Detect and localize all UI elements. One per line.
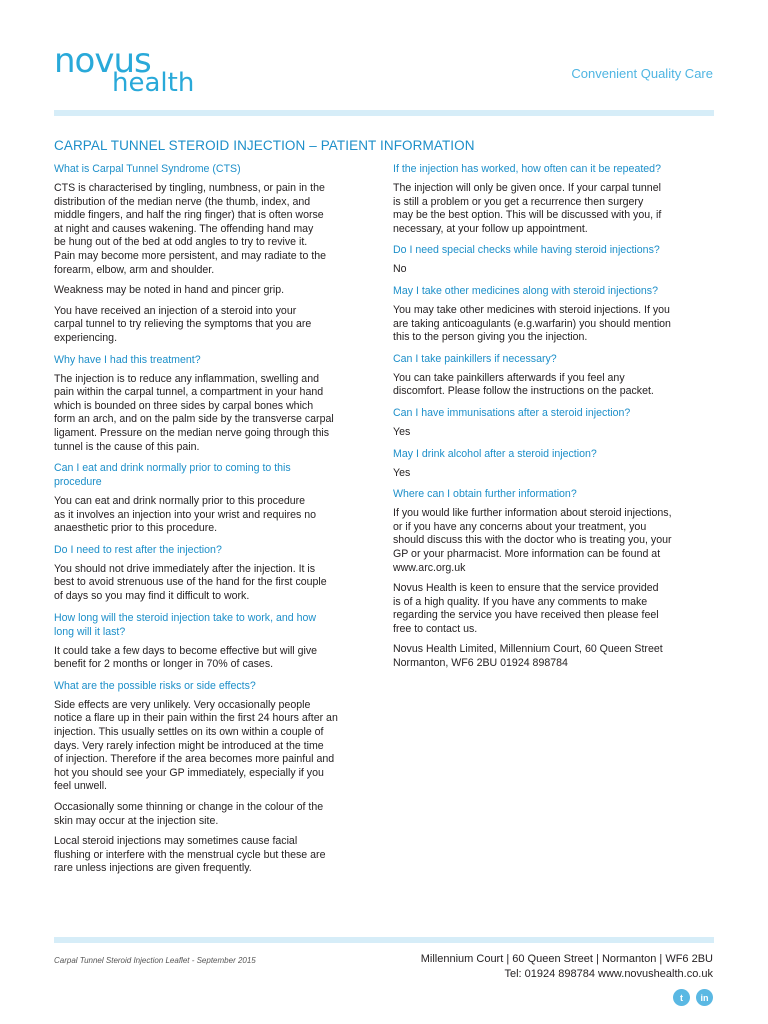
footer-contact (421, 952, 713, 982)
header-divider (54, 110, 714, 116)
body-paragraph: You should not drive immediately after the injection. It is best to avoid strenuous use of the hand for the first couple of days so you may find it difficult to work. (54, 562, 327, 603)
document-title: CARPAL TUNNEL STEROID INJECTION – PATIENT INFORMATION (54, 138, 475, 153)
body-paragraph: Yes (393, 425, 411, 438)
body-paragraph: The injection is to reduce any inflammation, swelling and pain within the carpal tunnel, a compartment in your hand which is bounded on three sides by carpal bones which form an arch, and on the palm side by the transverse carpal ligament. Pressure on the median nerve going through this tunnel is the cause of this pain. (54, 372, 334, 453)
body-paragraph: The injection will only be given once. If your carpal tunnel is still a problem or you get a recurrence then surgery may be the best option. This will be discussed with you, if necessary, at your follow up appointment. (393, 182, 662, 235)
section-heading: Where can I obtain further information? (393, 488, 577, 501)
body-paragraph: Weakness may be noted in hand and pincer grip. (54, 284, 285, 297)
body-paragraph: You have received an injection of a steroid into your carpal tunnel to try relieving the symptoms that you are experiencing. (54, 304, 312, 344)
section-heading: Why have I had this treatment? (54, 353, 201, 366)
linkedin-icon[interactable]: in (696, 989, 713, 1006)
section-heading: Can I have immunisations after a steroid injection? (393, 406, 631, 419)
twitter-icon[interactable]: t (673, 989, 690, 1006)
body-paragraph: CTS is characterised by tingling, numbness, or pain in the distribution of the median nerve (the thumb, index, and middle fingers, and half the ring finger) that is often worse at night and causes wakening. The offending hand may be hung out of the bed at odd angles to try to revive it. Pain may become more persistent, and may radiate to the forearm, elbow, arm and shoulder. (54, 182, 327, 276)
footer-address: Millennium Court | 60 Queen Street | Normanton | WF6 2BU (420, 953, 713, 965)
body-paragraph: Novus Health is keen to ensure that the service provided is of a high quality. If you have any comments to make regarding the service you have received then please feel free to contact us. (393, 582, 659, 635)
body-paragraph: Occasionally some thinning or change in the colour of the skin may occur at the injection site. (54, 801, 324, 827)
footer-divider (54, 937, 714, 943)
body-paragraph: Yes (393, 466, 411, 479)
section-heading: Do I need special checks while having steroid injections? (393, 244, 660, 257)
body-paragraph: You can eat and drink normally prior to this procedure as it involves an injection into your wrist and requires no anaesthetic prior to this procedure. (54, 495, 317, 535)
section-heading: May I take other medicines along with steroid injections? (393, 284, 658, 297)
right-column (393, 162, 718, 678)
body-paragraph: You can take painkillers afterwards if you feel any discomfort. Please follow the instructions on the packet. (393, 371, 654, 398)
leaflet-reference: Carpal Tunnel Steroid Injection Leaflet - September 2015 (54, 956, 256, 965)
social-links (673, 989, 713, 1006)
section-heading: What is Carpal Tunnel Syndrome (CTS) (54, 163, 241, 175)
body-paragraph: Novus Health Limited, Millennium Court, 60 Queen Street Normanton, WF6 2BU 01924 898784 (393, 643, 663, 670)
body-paragraph: Side effects are very unlikely. Very occasionally people notice a flare up in their pain within the first 24 hours after an injection. This usually settles on its own within a couple of days. Very rarely infection might be introduced at the time of injection. Therefore if the area becomes more painful and hot you should see your GP immediately, especially if you feel unwell. (54, 698, 338, 793)
section-heading: May I drink alcohol after a steroid injection? (393, 447, 597, 460)
section-heading: What are the possible risks or side effects? (54, 679, 256, 692)
section-heading: Can I eat and drink normally prior to coming to this procedure (54, 462, 291, 489)
body-paragraph: No (393, 263, 407, 276)
section-heading: Do I need to rest after the injection? (54, 543, 222, 556)
logo-health-text: health (112, 68, 195, 98)
footer-phone-web: Tel: 01924 898784 www.novushealth.co.uk (504, 968, 713, 980)
body-paragraph: Local steroid injections may sometimes cause facial flushing or interfere with the menstrual cycle but these are rare unless injections are given frequently. (54, 835, 326, 875)
section-heading: Can I take painkillers if necessary? (393, 352, 557, 365)
tagline: Convenient Quality Care (571, 66, 713, 81)
section-heading: How long will the steroid injection take to work, and how long will it last? (54, 611, 317, 638)
novus-health-logo (54, 41, 195, 98)
body-paragraph: It could take a few days to become effective but will give benefit for 2 months or longer in 70% of cases. (54, 644, 318, 671)
logo-novus-text: novus (54, 41, 151, 81)
left-column (54, 162, 379, 883)
body-paragraph: You may take other medicines with steroid injections. If you are taking anticoagulants (e.g.warfarin) you should mention this to the person giving you the injection. (393, 303, 671, 344)
body-paragraph: If you would like further information about steroid injections, or if you have any concerns about your treatment, you should discuss this with the doctor who is treating you, your GP or your pharmacist. More information can be found at www.arc.org.uk (393, 507, 672, 574)
section-heading: If the injection has worked, how often can it be repeated? (393, 163, 661, 175)
